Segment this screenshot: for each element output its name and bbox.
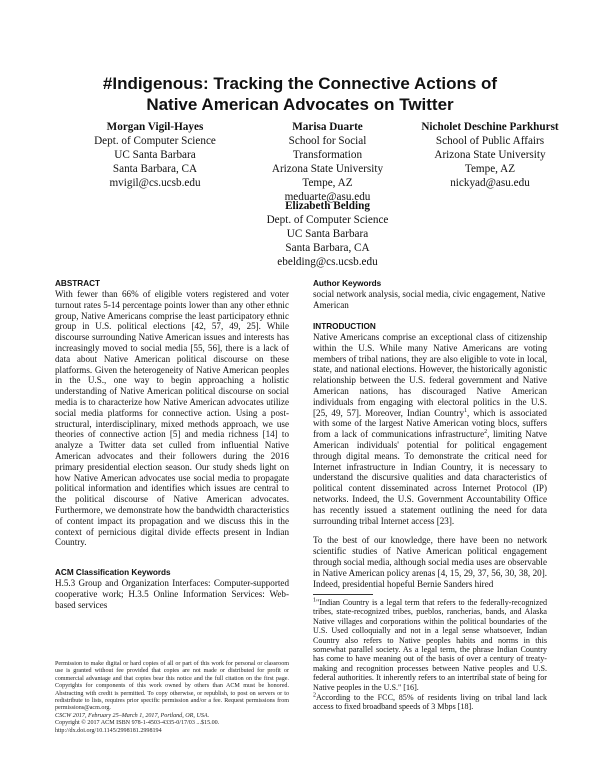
footnote-mark-1: 1 xyxy=(464,407,468,414)
author-email: nickyad@asu.edu xyxy=(450,177,530,189)
introduction-section xyxy=(313,321,547,589)
title-line-1: #Indigenous: Tracking the Connective Actions of xyxy=(102,74,498,93)
author-name: Marisa Duarte xyxy=(292,121,363,133)
intro-text-c: , limiting Natve American individuals' potential for political engagement through digital means. To demonstrate the critical need for Internet infrastructure in Indian Country, it is necessary to understand the discursive qualities and data characteristics of political content disseminated across Internet Protocol (IP) networks. Indeed, the U.S. Government Accountability Office has recently issued a statement outlining the need for data surrounding tribal Internet access [23]. xyxy=(313,429,547,526)
author-affiliation: Dept. of Computer Science xyxy=(94,135,216,147)
keywords-heading: Author Keywords xyxy=(313,279,382,288)
intro-text-b: , which is associated with some of the largest Native American voting blocs, suffers from a lack of communications infrastructure xyxy=(313,407,547,440)
author-affiliation: School of Public Affairs xyxy=(435,135,545,147)
introduction-heading: INTRODUCTION xyxy=(313,322,376,331)
author-affiliation: Arizona State University xyxy=(434,149,546,161)
author-affiliation: UC Santa Barbara xyxy=(114,149,196,161)
author-name: Elizabeth Belding xyxy=(285,200,370,212)
abstract-text: With fewer than 66% of eligible voters registered and voter turnout rates 5-14 percentage points lower than any other ethnic group, Native Americans comprise the least participatory ethnic group in U.S. political elections [42, 57, 49, 25]. While discourse surrounding Native American issues and interests has increasingly moved to social media [55, 56], there is a lack of data about Native American political discourse on these platforms. Given the heterogeneity of Native American peoples in the U.S., one way to begin approaching a holistic understanding of Native American political discourse on social media is to characterize how Native American advocates utilize social media platforms for connective action. Using a post-structural, interdisciplinary, mixed methods approach, we use theories of connective action [5] and media richness [14] to analyze a Twitter data set culled from influential Native American advocates and their followers during the 2016 primary presidential election season. Our study sheds light on how Native American advocates use social media to propagate political information and identifies which issues are central to the political discourse of Native American advocates. Furthermore, we demonstrate how the bandwidth characteristics of content impact its propagation and we discuss this in the context of pernicious digital divide effects present in Indian Country. xyxy=(55,289,289,548)
author-email: mvigil@cs.ucsb.edu xyxy=(109,177,201,189)
copyright-line: Copyright © 2017 ACM ISBN 978-1-4503-4335-0/17/03 ...$15.00. xyxy=(55,720,220,727)
author-location: Tempe, AZ xyxy=(464,163,516,175)
venue-line: CSCW 2017, February 25–March 1, 2017, Portland, OR, USA. xyxy=(55,712,210,719)
author-3 xyxy=(415,120,565,190)
author-4 xyxy=(245,199,410,269)
author-affiliation: Transformation xyxy=(292,149,363,161)
intro-text-a: Native Americans comprise an exceptional class of citizenship within the U.S. While many Native Americans are voting members of tribal nations, they are also eligible to vote in local, state, and national elections. However, the historically agonistic relationship between the U.S. federal government and Native American nations, has discouraged Native American individuals from engaging with electoral politics in the U.S. [25, 49, 57]. Moreover, Indian Country xyxy=(313,332,547,418)
author-affiliation: School for Social xyxy=(288,135,367,147)
footnote-1-text: "Indian Country is a legal term that refers to the federally-recognized tribes, state-recognized tribes, pueblos, rancherias, bands, and Alaska Native villages and corporations within the political boundaries of the U.S. Used colloquially and not in a legal sense whatsoever, Indian Country also refers to Native peoples habits and norms in this somewhat parallel society. As a legal term, the phrase Indian Country has come to have meaning out of the basis of over a century of treaty-making and recognition processes between Native peoples and U.S. federal authorities. It inherently refers to an intertribal state of being for Native peoples in the U.S." [16]. xyxy=(313,598,547,692)
author-affiliation: Arizona State University xyxy=(271,163,384,175)
abstract-heading: ABSTRACT xyxy=(55,279,101,288)
footnote-2-text: According to the FCC, 85% of residents living on tribal land lack access to fixed broadband speeds of 3 Mbps [18]. xyxy=(313,693,547,712)
acm-text: H.5.3 Group and Organization Interfaces: Computer-supported cooperative work; H.3.5 Online Information Services: Web-based services xyxy=(55,578,289,610)
title-line-2: Native American Advocates on Twitter xyxy=(146,95,454,114)
intro-paragraph-2: To the best of our knowledge, there have been no network scientific studies of Native American political engagement through social media, although social media uses are observable in Native American policy arenas [4, 15, 29, 37, 56, 30, 38, 20]. Indeed, presidential hopeful Bernie Sanders hired xyxy=(313,535,547,589)
author-name: Nicholet Deschine Parkhurst xyxy=(421,121,559,133)
paper-title xyxy=(40,73,560,115)
footnote-divider xyxy=(313,594,373,595)
footnote-1 xyxy=(313,598,547,692)
permission-block xyxy=(55,661,289,735)
footnote-number-1: 1 xyxy=(313,597,316,604)
doi-link[interactable]: http://dx.doi.org/10.1145/2998181.2998194 xyxy=(55,727,162,734)
author-location: Santa Barbara, CA xyxy=(285,242,370,254)
author-block xyxy=(40,120,560,270)
author-email: meduarte@asu.edu xyxy=(284,191,371,203)
author-name: Morgan Vigil-Hayes xyxy=(106,121,204,133)
keywords-text: social network analysis, social media, civic engagement, Native American xyxy=(313,289,546,310)
footnote-mark-2: 2 xyxy=(484,429,488,436)
author-affiliation: Dept. of Computer Science xyxy=(266,214,389,226)
author-location: Santa Barbara, CA xyxy=(112,163,198,175)
footnotes xyxy=(313,598,547,713)
keywords-section xyxy=(313,278,547,311)
intro-paragraph-1 xyxy=(313,332,547,526)
author-affiliation: UC Santa Barbara xyxy=(286,228,369,240)
acm-heading: ACM Classification Keywords xyxy=(55,568,171,577)
footnote-number-2: 2 xyxy=(313,692,316,699)
author-location: Tempe, AZ xyxy=(302,177,353,189)
footnote-2 xyxy=(313,693,547,712)
author-1 xyxy=(80,120,230,190)
author-email: ebelding@cs.ucsb.edu xyxy=(277,256,378,268)
abstract-section xyxy=(55,278,289,548)
permission-text: Permission to make digital or hard copies of all or part of this work for personal or classroom use is granted without fee provided that copies are not made or distributed for profit or commercial advantage and that copies bear this notice and the full citation on the first page. Copyrights for components of this work owned by others than ACM must be honored. Abstracting with credit is permitted. To copy otherwise, or republish, to post on servers or to redistribute to lists, requires prior specific permission and/or a fee. Request permissions from permissions@acm.org. xyxy=(55,661,289,712)
author-2 xyxy=(245,120,410,204)
acm-classification-section xyxy=(55,567,289,610)
